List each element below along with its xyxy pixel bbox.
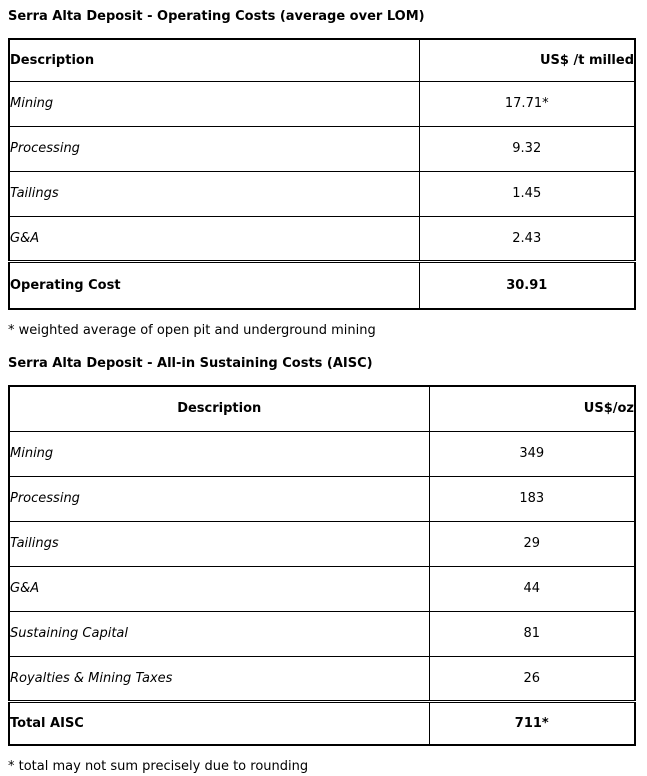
total-description: Operating Cost bbox=[9, 261, 419, 309]
row-description: Tailings bbox=[9, 521, 429, 566]
table-row bbox=[9, 476, 635, 521]
row-description: Processing bbox=[9, 126, 419, 171]
row-description: Tailings bbox=[9, 171, 419, 216]
total-row bbox=[9, 261, 635, 309]
total-row bbox=[9, 701, 635, 745]
total-description: Total AISC bbox=[9, 701, 429, 745]
operating-costs-table bbox=[8, 38, 636, 310]
row-value: 81 bbox=[429, 611, 635, 656]
row-description: Sustaining Capital bbox=[9, 611, 429, 656]
table-header-row bbox=[9, 386, 635, 431]
table-row bbox=[9, 216, 635, 261]
row-description: G&A bbox=[9, 216, 419, 261]
table-row bbox=[9, 521, 635, 566]
total-value: 30.91 bbox=[419, 261, 635, 309]
row-value: 29 bbox=[429, 521, 635, 566]
row-description: G&A bbox=[9, 566, 429, 611]
aisc-footnote: * total may not sum precisely due to rounding bbox=[8, 759, 309, 774]
row-value: 26 bbox=[429, 656, 635, 701]
total-value: 711* bbox=[429, 701, 635, 745]
table-row bbox=[9, 611, 635, 656]
row-description: Mining bbox=[9, 431, 429, 476]
row-value: 9.32 bbox=[419, 126, 635, 171]
column-header-description: Description bbox=[9, 39, 419, 81]
table-row bbox=[9, 126, 635, 171]
operating-costs-footnote: * weighted average of open pit and underground mining bbox=[8, 323, 376, 338]
table-row bbox=[9, 566, 635, 611]
aisc-title: Serra Alta Deposit - All-in Sustaining Costs (AISC) bbox=[8, 356, 373, 371]
operating-costs-title: Serra Alta Deposit - Operating Costs (average over LOM) bbox=[8, 9, 425, 24]
row-description: Royalties & Mining Taxes bbox=[9, 656, 429, 701]
column-header-description: Description bbox=[9, 386, 429, 431]
aisc-table bbox=[8, 385, 636, 746]
row-value: 349 bbox=[429, 431, 635, 476]
table-row bbox=[9, 171, 635, 216]
row-value: 17.71* bbox=[419, 81, 635, 126]
table-header-row bbox=[9, 39, 635, 81]
row-value: 1.45 bbox=[419, 171, 635, 216]
row-value: 183 bbox=[429, 476, 635, 521]
table-row bbox=[9, 656, 635, 701]
row-value: 44 bbox=[429, 566, 635, 611]
table-row bbox=[9, 81, 635, 126]
column-header-unit: US$ /t milled bbox=[419, 39, 635, 81]
column-header-unit: US$/oz bbox=[429, 386, 635, 431]
row-value: 2.43 bbox=[419, 216, 635, 261]
table-row bbox=[9, 431, 635, 476]
row-description: Mining bbox=[9, 81, 419, 126]
row-description: Processing bbox=[9, 476, 429, 521]
